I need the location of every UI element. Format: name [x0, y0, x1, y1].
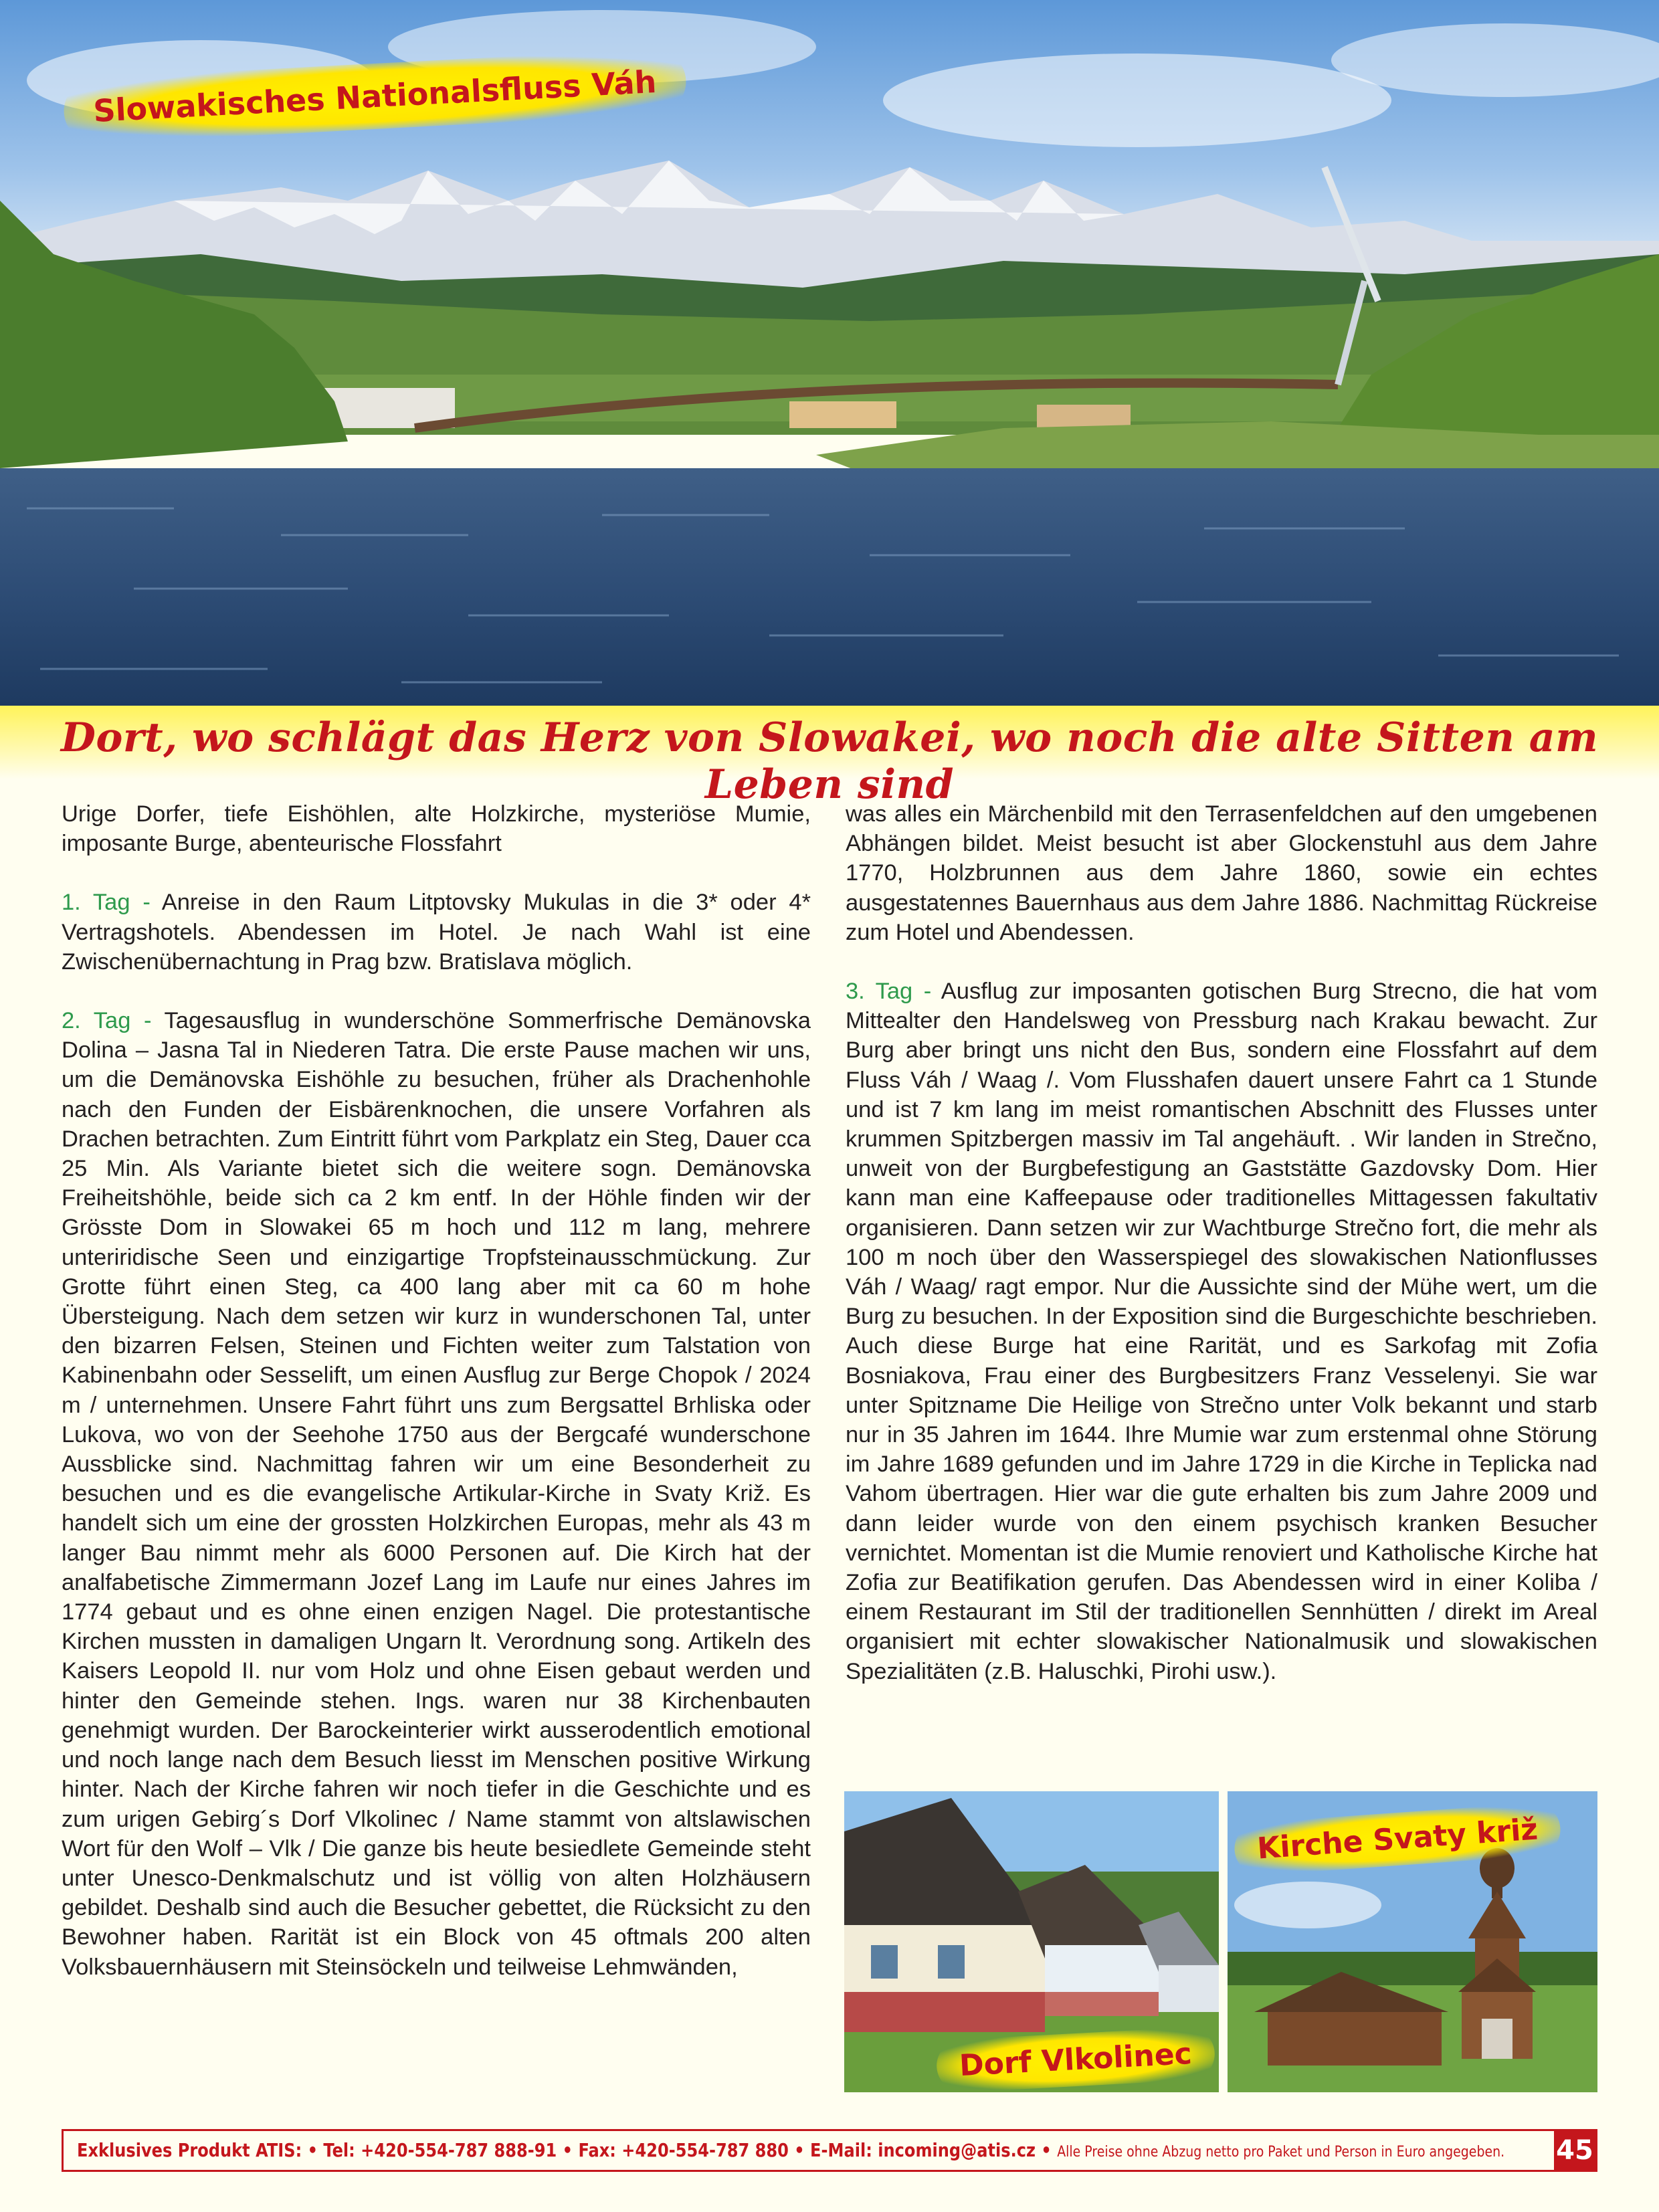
- intro-paragraph: Urige Dorfer, tiefe Eishöhlen, alte Holzkirche, mysteriöse Mumie, imposante Burge, abenteurische Flossfahrt: [62, 801, 811, 857]
- hero-title-label: Slowakisches Nationalsfluss Váh: [62, 47, 688, 146]
- left-text-column: [62, 799, 811, 2011]
- day2-paragraph: [62, 1006, 811, 1982]
- footer-contact-text: [77, 2139, 1504, 2161]
- footer-contact-bar: [62, 2129, 1597, 2172]
- day1-paragraph: [62, 888, 811, 977]
- day3-label: 3. Tag -: [846, 979, 932, 1005]
- day1-label: 1. Tag -: [62, 890, 151, 916]
- church-photo-label: Kirche Svaty križ: [1233, 1801, 1563, 1877]
- day3-paragraph: [846, 977, 1597, 1686]
- right-text-column: [846, 799, 1597, 1716]
- day2-text: Tagesausflug in wunderschöne Sommerfrische Demänovska Dolina – Jasna Tal in Niederen Tatra. Die erste Pause machen wir uns, um die Demänovska Eishöhle zu besuchen, früher als Drachenhohle nach den Funden der Eisbärenknochen, die unsere Vorfahren als Drachen betrachten. Zum Eintritt führt vom Parkplatz ein Steg, Dauer cca 25 Min. Als Variante bietet sich die weitere sogn. Demänovska Freiheitshöhle, beide sich ca 2 km entf. In der Höhle finden wir der Grösste Dom in Slowakei 65 m hoch und 112 m lang, mehrere unteriridische Seen und einzigartige Tropfsteinausschmückung. Zur Grotte führt einen Steg, ca 400 lang aber mit ca 60 m hohe Übersteigung. Nach dem setzen wir kurz in wunderschonen Tal, unter den bizarren Felsen, Steinen und Fichten weiter zum Talstation von Kabinenbahn oder Sesselift, um einen Ausflug zur Berge Chopok / 2024 m / unternehmen. Unsere Fahrt führt uns zum Bergsattel Brhliska oder Lukova, wo von der Seehohe 1750 aus der Bergcafé wunderschone Aussblicke sind. Nachmittag fahren wir um eine Besonderheit zu besuchen und es die evangelische Artikular-Kirche in Svaty Križ. Es handelt sich um eine der grossten Holzkirchen Europas, mehr als 43 m langer Bau nimmt mehr als 6000 Personen auf. Die Kirch hat der analfabetische Zimmermann Jozef Lang im Laufe nur eines Jahres im 1774 gebaut und es ohne einen enzigen Nagel. Die protestantische Kirchen mussten in damaligen Ungarn lt. Verordnung song. Artikeln des Kaisers Leopold II. nur vom Holz und ohne Eisen gebaut werden und hinter den Gemeinde stehen. Ings. waren nur 38 Kirchenbauten genehmigt wurden. Der Barockeinterier wirkt ausserodentlich emotional und noch lange nach dem Besuch liesst im Menschen positive Wirkung hinter. Nach der Kirche fahren wir noch tiefer in die Geschichte und es zum urigen Gebirg´s Dorf Vlkolinec / Name stammt von altslawischen Wort für den Wolf – Vlk / Die ganze bis heute besiedlete Gemeinde steht unter Unesco-Denkmalschutz und ist völlig von alten Holzhäusern gebildet. Deshalb sind auch die Besucher gebettet, die Rücksicht zu den Bewohner haben. Rarität ist ein Block von 45 oftmals 200 alten Volksbauernhäusern mit Steinsöckeln und teilweise Lehmwänden,: [62, 1008, 811, 1980]
- page-headline: Dort, wo schlägt das Herz von Slowakei, wo noch die alte Sitten am Leben sind: [60, 714, 1599, 808]
- village-photo-label: Dorf Vlkolinec: [935, 2026, 1215, 2094]
- footer-contact-details: Exklusives Produkt ATIS: • Tel: +420-554-787 888-91 • Fax: +420-554-787 880 • E-Mail: incoming@atis.cz •: [77, 2139, 1058, 2161]
- continuation-paragraph: was alles ein Märchenbild mit den Terrasenfeldchen auf den umgebenen Abhängen bildet. Meist besucht ist aber Glockenstuhl aus dem Jahre 1770, Holzbrunnen aus dem Jahre 1860, sowie ein echtes ausgestatennes Bauernhaus aus dem Jahre 1886. Nachmittag Rückreise zum Hotel und Abendessen.: [846, 801, 1597, 945]
- day1-text: Anreise in den Raum Litptovsky Mukulas in die 3* oder 4* Vertragshotels. Abendessen im Hotel. Je nach Wahl ist eine Zwischenübernachtung in Prag bzw. Bratislava möglich.: [62, 890, 811, 975]
- hero-photo: [0, 0, 1659, 706]
- day3-text: Ausflug zur imposanten gotischen Burg Strecno, die hat vom Mittealter den Handelsweg von Pressburg nach Krakau bewacht. Zur Burg aber bringt uns nicht den Bus, sondern eine Flossfahrt auf dem Fluss Váh / Waag /. Vom Flusshafen dauert unsere Fahrt ca 1 Stunde und ist 7 km lang im meist romantischen Abschnitt des Flusses unter krummen Spitzbergen massiv im Tal angehäuft. . Wir landen in Strečno, unweit von der Burgbefestigung an Gaststätte Gazdovsky Dom. Hier kann man eine Kaffeepause oder traditionelles Mittagessen fakultativ organisieren. Dann setzen wir zur Wachtburge Strečno fort, die mehr als 100 m noch über den Wasserspiegel des slowakischen Nationflusses Váh / Waag/ ragt empor. Nur die Aussichte sind der Mühe wert, um die Burg zu besuchen. In der Exposition sind die Burgeschichte beschrieben. Auch diese Burge hat eine Rarität, und es Sarkofag mit Zofia Bosniakova, Frau einer des Burgbesitzers Franz Vesselenyi. Sie war unter Spitzname Die Heilige von Strečno unter Volk bekannt und starb nur in 35 Jahren im 1644. Ihre Mumie war zum erstenmal ohne Störung im Jahre 1689 gefunden und im Jahre 1729 in die Kirche in Teplicka nad Vahom übertragen. Hier war die gute erhalten bis zum Jahre 2009 und dann leider wurde von den einem psychisch kranken Besucher vernichtet. Momentan ist die Mumie renoviert und Katholische Kirche hat Zofia zur Beatifikation gerufen. Das Abendessen wird in einer Koliba / einem Restaurant im Stil der traditionellen Sennhütten / direkt im Areal organisiert mit echter slowakischer Nationalmusik und slowakischen Spezialitäten (z.B. Haluschki, Pirohi usw.).: [846, 979, 1597, 1684]
- page-number: 45: [1554, 2131, 1595, 2170]
- footer-price-note: Alle Preise ohne Abzug netto pro Paket und Person in Euro angegeben.: [1057, 2144, 1505, 2160]
- day2-label: 2. Tag -: [62, 1008, 152, 1034]
